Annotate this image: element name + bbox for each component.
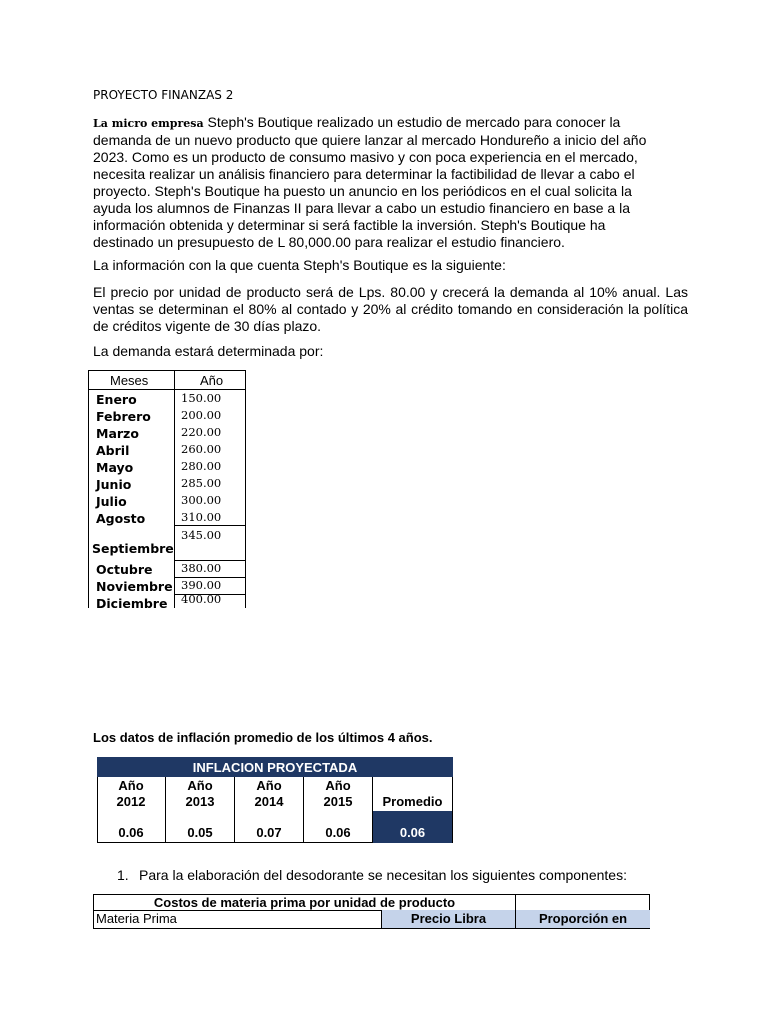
column-header-price: Precio Libra [381,910,516,928]
intro-line: demanda de un nuevo producto que quiere lanzar al mercado Hondureño a inicio del año [93,132,647,148]
year-label [235,778,303,810]
month-name: Mayo [96,460,134,475]
month-value: 285.00 [181,476,222,490]
column-header-year: Año [200,373,224,388]
year-label-bottom: 2014 [254,794,284,809]
month-name: Junio [96,477,132,492]
demand-intro: La demanda estará determinada por: [93,343,324,359]
intro-line: necesita realizar un análisis financiero para determinar la factibilidad de llevar a cabo el [93,166,635,182]
month-name: Septiembre [92,541,174,556]
inflation-value: 0.07 [256,825,282,840]
table-row [93,910,650,929]
year-label [304,778,372,810]
intro-line: 2023. Como es un producto de consumo masivo y con poca experiencia en el mercado, [93,149,638,165]
inflation-column [97,777,166,843]
info-line: La información con la que cuenta Steph's Boutique es la siguiente: [93,257,506,273]
table-border [88,370,89,608]
inflation-heading: Los datos de inflación promedio de los últimos 4 años. [93,730,433,745]
month-value: 220.00 [181,425,222,439]
year-label-bottom: 2012 [116,794,146,809]
month-value: 390.00 [181,578,222,592]
month-name: Febrero [96,409,151,424]
table-border [88,370,246,371]
month-name: Enero [96,392,137,407]
average-value: 0.06 [373,811,452,843]
list-item-number: 1. [117,867,129,883]
demand-table [88,370,246,611]
month-value: 345.00 [181,528,222,542]
table-border [174,525,245,526]
list-item-text: Para la elaboración del desodorante se necesitan los siguientes componentes: [139,867,627,883]
year-label-bottom: 2015 [323,794,353,809]
average-column [373,777,453,843]
inflation-column [235,777,304,843]
costs-table-title: Costos de materia prima por unidad de producto [94,895,516,910]
year-label-top: Año [256,778,282,793]
month-name: Julio [96,494,127,509]
table-border [174,370,175,608]
year-label-bottom: 2013 [185,794,215,809]
month-value: 150.00 [181,391,222,405]
month-value: 260.00 [181,442,222,456]
intro-lead: La micro empresa [93,117,204,130]
month-value: 200.00 [181,408,222,422]
inflation-column [304,777,373,843]
year-label-top: Año [325,778,351,793]
inflation-value: 0.05 [187,825,213,840]
inflation-table-title: INFLACION PROYECTADA [97,757,453,777]
price-paragraph: El precio por unidad de producto será de Lps. 80.00 y crecerá la demanda al 10% anual. Las ventas se determinan el 80% al contado y 20% al crédito tomando en consideración la política de créditos vigente de 30 días plazo. [93,284,688,334]
month-name: Agosto [96,511,146,526]
month-value: 300.00 [181,493,222,507]
document-title: PROYECTO FINANZAS 2 [93,88,234,102]
year-label [97,778,165,810]
year-label-top: Año [187,778,213,793]
inflation-column [166,777,235,843]
intro-line: ayuda los alumnos de Finanzas II para llevar a cabo un estudio financiero en base a la [93,200,631,216]
intro-line: proyecto. Steph's Boutique ha puesto un anuncio en los periódicos en el cual solicita la [93,183,632,199]
month-name: Abril [96,443,130,458]
month-value: 310.00 [181,510,222,524]
month-value: 280.00 [181,459,222,473]
inflation-value: 0.06 [118,825,144,840]
intro-line: destinado un presupuesto de L 80,000.00 para realizar el estudio financiero. [93,234,565,250]
inflation-table [97,757,454,843]
table-border [88,389,246,390]
intro-line: información obtenida y determinar si será factible la inversión. Steph's Boutique ha [93,217,606,233]
intro-line: Steph's Boutique realizado un estudio de mercado para conocer la [203,114,621,130]
table-border [245,370,246,608]
year-label-top: Año [118,778,144,793]
table-row [93,894,650,911]
month-name: Marzo [96,426,139,441]
column-header-proportion: Proporción en [516,910,650,928]
month-name: Noviembre [96,579,173,594]
inflation-value: 0.06 [325,825,351,840]
month-name: Diciembre [96,596,168,611]
costs-table [93,894,651,929]
column-header-month: Meses [110,373,149,388]
month-value: 400.00 [181,592,222,606]
month-value: 380.00 [181,561,222,575]
list-item [117,867,627,883]
intro-paragraph [93,114,688,251]
average-label: Promedio [382,794,443,809]
month-name: Octubre [96,562,153,577]
column-header-material: Materia Prima [96,911,177,926]
year-label [166,778,234,810]
